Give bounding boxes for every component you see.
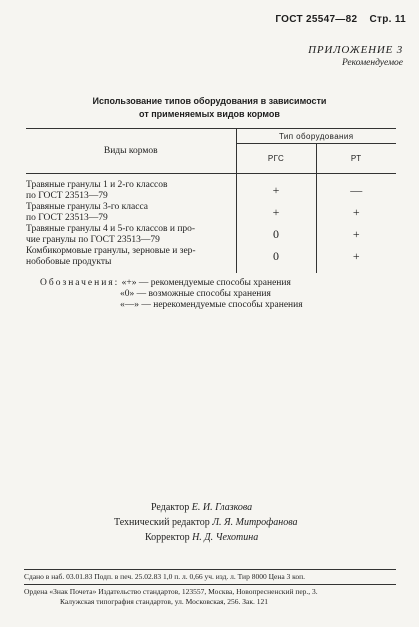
tech-editor-line: Технический редактор Л. Я. Митрофанова (114, 517, 298, 528)
table-row (26, 202, 396, 224)
rt-mark: — (316, 180, 396, 202)
imprint-rule-top (24, 569, 396, 570)
header-rgs: РГС (236, 144, 316, 174)
tech-editor-name: Л. Я. Митрофанова (212, 517, 298, 528)
printer-line: Калужская типография стандартов, ул. Московская, 256. Зак. 121 (60, 597, 269, 606)
legend-item-not-recommended: «—» — нерекомендуемые способы хранения (120, 300, 303, 310)
feed-type-cell: Травяные гранулы 4 и 5-го классов и про- чие гранулы по ГОСТ 23513—79 (26, 223, 196, 245)
equipment-usage-table (26, 128, 396, 273)
appendix-title: ПРИЛОЖЕНИЕ 3 (308, 44, 403, 56)
rt-mark: + (316, 224, 396, 246)
rgs-mark: + (236, 202, 316, 224)
header-feed-types: Виды кормов (26, 129, 236, 174)
publisher-line: Ордена «Знак Почета» Издательство стандартов, 123557, Москва, Новопресненский пер., 3. (24, 587, 318, 596)
table-row (26, 180, 396, 202)
feed-type-cell: Комбикормовые гранулы, зерновые и зер- нобобовые продукты (26, 245, 196, 267)
page-number: Стр. 11 (369, 14, 406, 25)
page-header (275, 14, 406, 25)
feed-type-cell: Травяные гранулы 3-го класса по ГОСТ 23513—79 (26, 201, 149, 223)
table-row (26, 224, 396, 246)
editor-name: Е. И. Глазкова (191, 502, 253, 513)
legend-item-possible: «0» — возможные способы хранения (120, 289, 271, 299)
rgs-mark: 0 (236, 224, 316, 246)
standard-number: ГОСТ 25547—82 (275, 14, 358, 25)
editor-line: Редактор Е. И. Глазкова (151, 502, 253, 513)
legend-item-recommended: «+» — рекомендуемые способы хранения (121, 278, 291, 288)
rt-mark: + (316, 246, 396, 268)
table-row (26, 246, 396, 268)
header-rt: РТ (316, 144, 396, 174)
table-title-line-1: Использование типов оборудования в зависимости (92, 96, 327, 106)
legend-label: Обозначения: (40, 278, 120, 288)
appendix-status: Рекомендуемое (341, 58, 403, 68)
rgs-mark: 0 (236, 246, 316, 268)
table-title-line-2: от применяемых видов кормов (139, 109, 280, 119)
corrector-name: Н. Д. Чехотина (192, 532, 259, 543)
feed-type-cell: Травяные гранулы 1 и 2-го классов по ГОСТ 23513—79 (26, 179, 168, 201)
rgs-mark: + (236, 180, 316, 202)
print-data-line: Сдано в наб. 03.01.83 Подп. в печ. 25.02.83 1,0 п. л. 0,66 уч. изд. л. Тир 8000 Цена 3 коп. (24, 572, 306, 581)
header-equipment-type: Тип оборудования (236, 129, 396, 144)
corrector-line: Корректор Н. Д. Чехотина (145, 532, 259, 543)
imprint-rule-bottom (24, 584, 396, 585)
rt-mark: + (316, 202, 396, 224)
legend (40, 278, 303, 311)
